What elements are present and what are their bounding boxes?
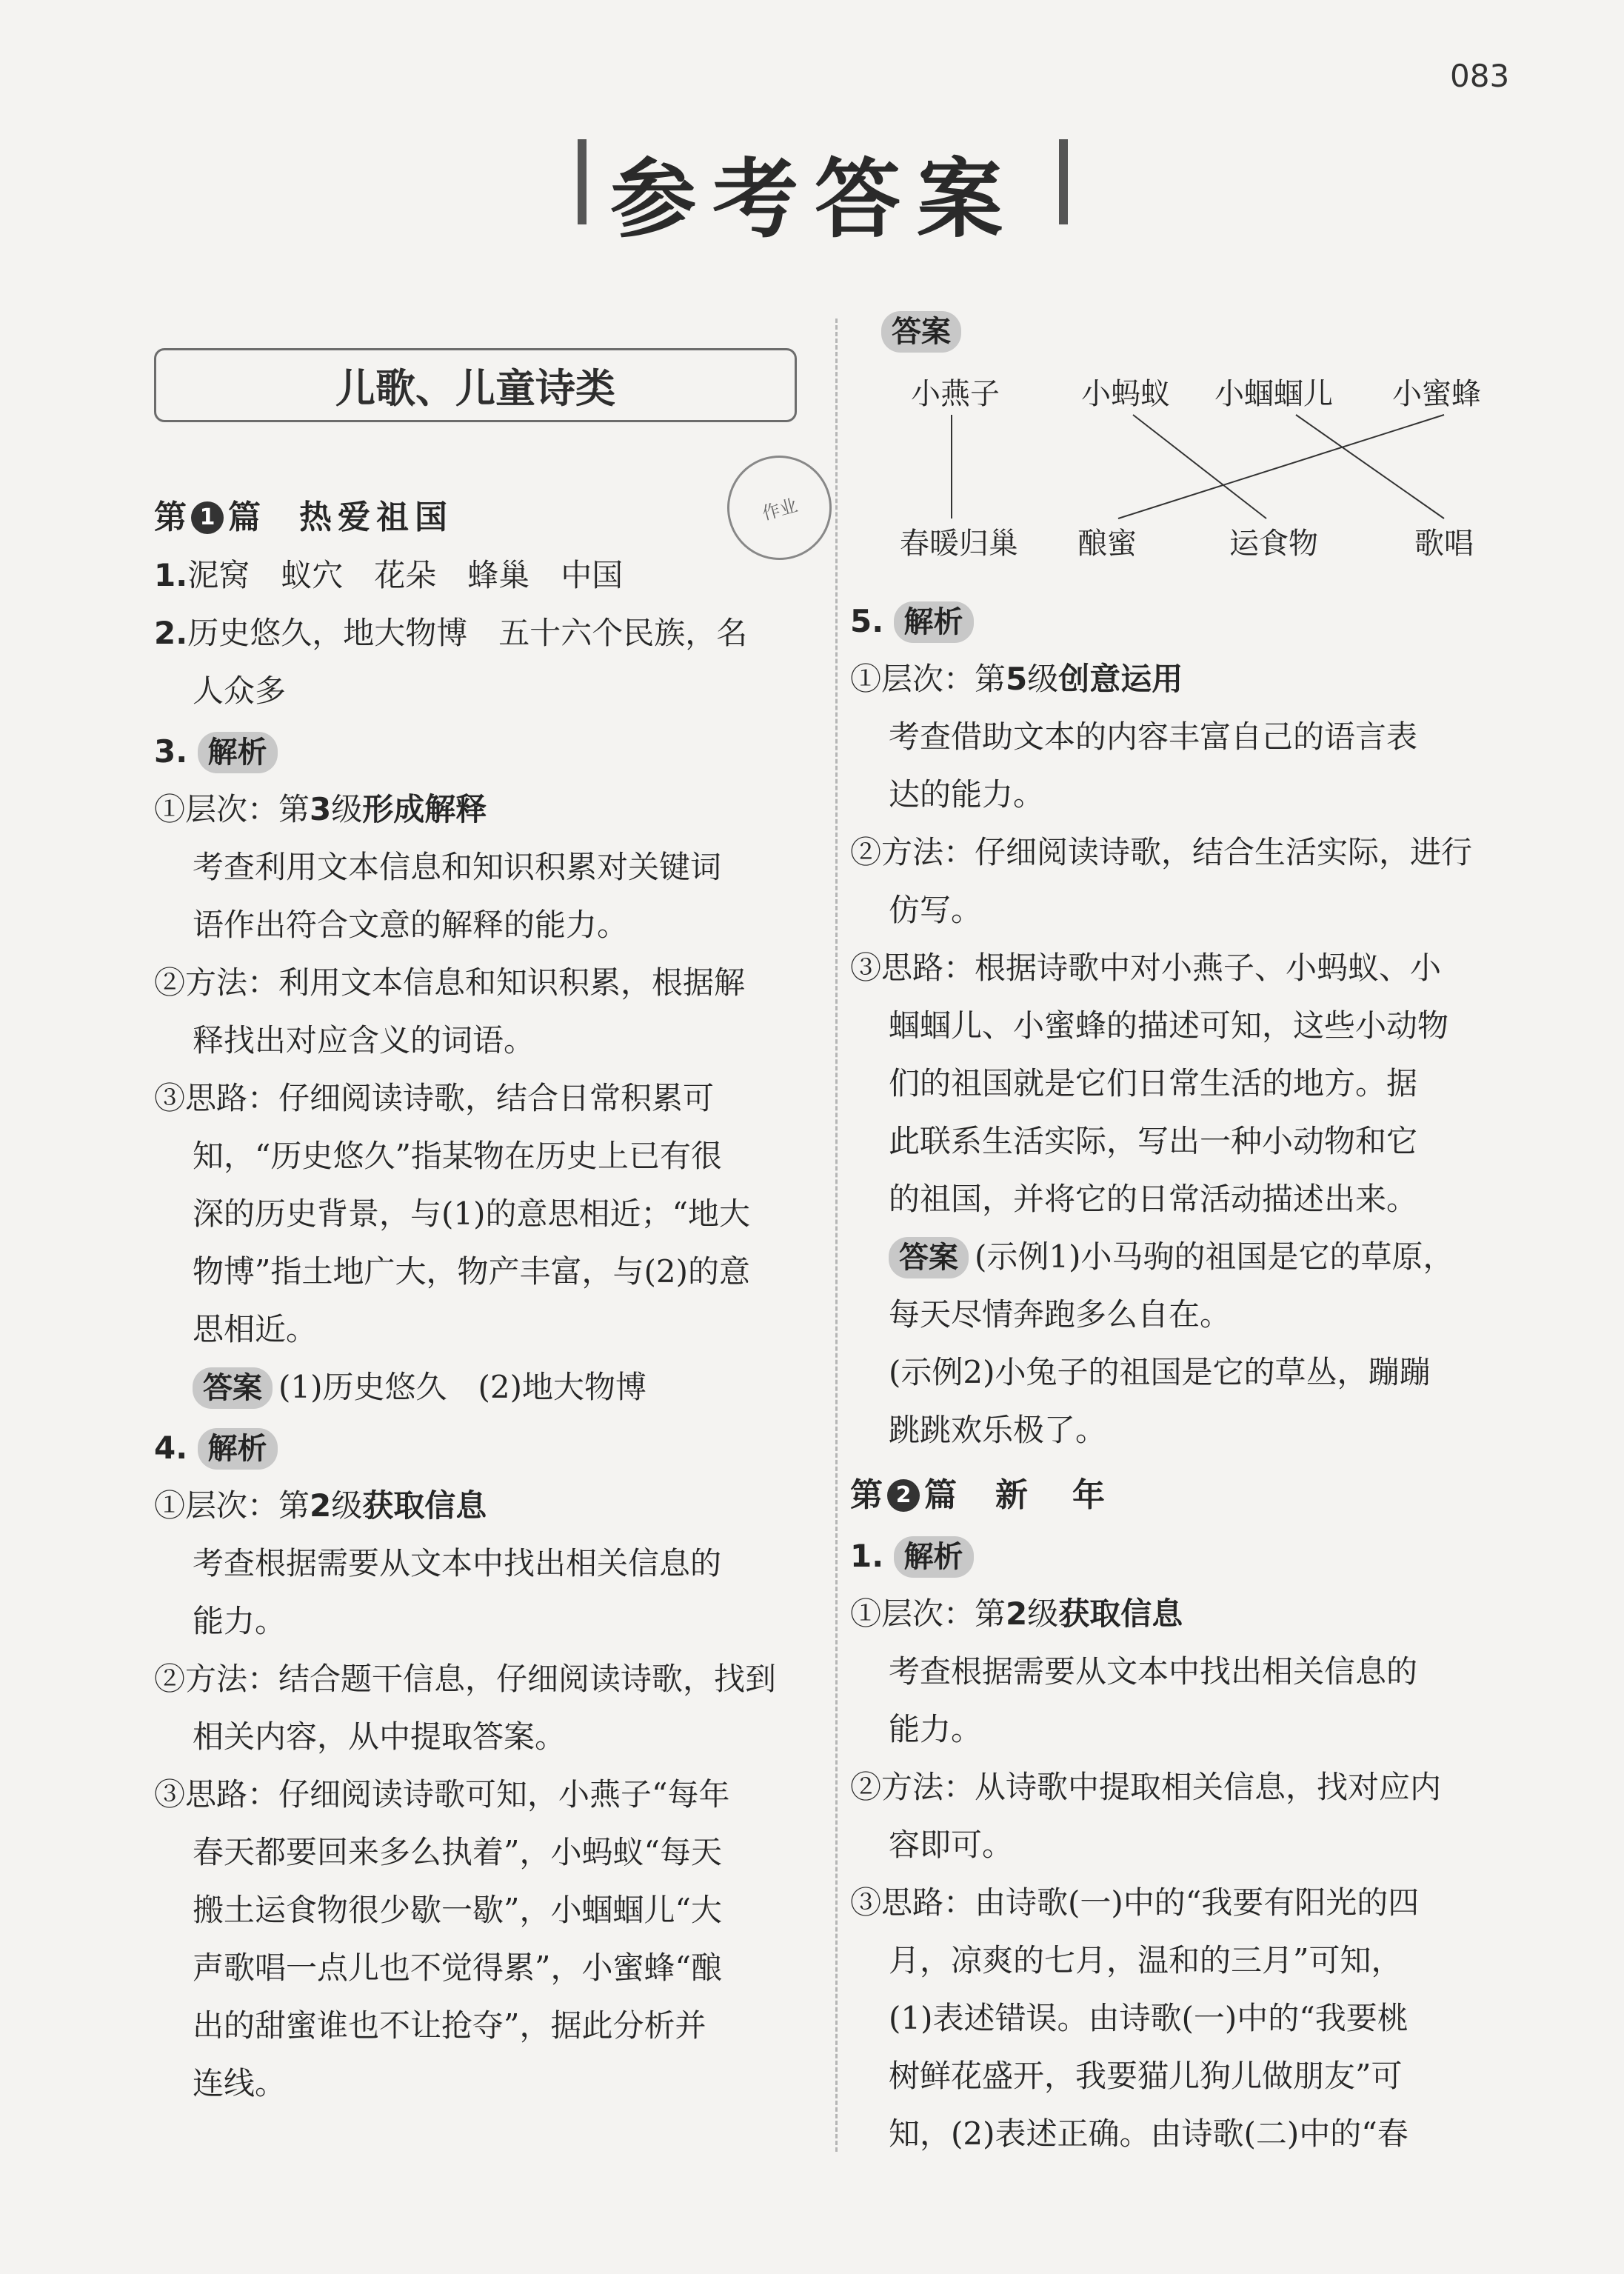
answer-line: 每天尽情奔跑多么自在。: [889, 1296, 1232, 1333]
match-line-bee: [1118, 415, 1444, 519]
match-top-2: 小蚂蚁: [1081, 377, 1170, 411]
level-suffix: 级: [1027, 661, 1059, 697]
answer-tag: 答案: [889, 1237, 969, 1278]
method-line: 相关内容，从中提取答案。: [193, 1718, 567, 1755]
question-number: 4.: [154, 1430, 188, 1466]
level-number: 5: [1006, 661, 1028, 697]
answer-text: (示例1)小马驹的祖国是它的草原，: [975, 1238, 1454, 1275]
level-number: 2: [1006, 1596, 1028, 1632]
chapter-number-badge: 2: [887, 1479, 920, 1512]
reasoning-line: ③思路：仔细阅读诗歌，结合日常积累可: [154, 1080, 715, 1116]
answer-text: 历史悠久，地大物博 五十六个民族，名: [187, 615, 748, 651]
method-line: ②方法：利用文本信息和知识积累，根据解: [154, 964, 746, 1001]
level-number: 2: [310, 1487, 332, 1524]
chapter-name: 新 年: [995, 1476, 1111, 1514]
level-name: 获取信息: [1058, 1596, 1183, 1632]
chapter-prefix: 第: [154, 499, 187, 536]
question-1: [850, 1527, 1502, 1585]
analysis-line: 考查利用文本信息和知识积累对关键词: [193, 849, 722, 885]
page-number: 083: [1450, 58, 1510, 94]
answer-text-line: 人众多: [193, 673, 287, 709]
question-4: [154, 1419, 806, 1477]
answer-line: (示例2)小兔子的祖国是它的草丛，蹦蹦: [889, 1354, 1431, 1390]
analysis-line: 考查根据需要从文本中找出相关信息的: [193, 1545, 722, 1581]
right-column: [850, 593, 1502, 2163]
analysis-tag: 解析: [198, 732, 278, 773]
analysis-line: 能力。: [193, 1603, 287, 1639]
answer-line: [850, 1228, 1502, 1286]
analysis-line: 考查根据需要从文本中找出相关信息的: [889, 1653, 1418, 1690]
analysis-tag: 解析: [894, 601, 974, 643]
match-top-4: 小蜜蜂: [1392, 377, 1481, 411]
stamp-label: 作业: [760, 495, 800, 524]
match-top-3: 小蝈蝈儿: [1214, 377, 1333, 411]
reasoning-line: 蝈蝈儿、小蜜蜂的描述可知，这些小动物: [889, 1007, 1449, 1044]
reasoning-line: ③思路：根据诗歌中对小燕子、小蚂蚁、小: [850, 950, 1442, 986]
question-1: [154, 547, 806, 604]
level-line: [154, 781, 806, 838]
method-line: ②方法：从诗歌中提取相关信息，找对应内: [850, 1769, 1442, 1805]
level-suffix: 级: [331, 1487, 363, 1524]
question-3: [154, 723, 806, 781]
match-bottom-1: 春暖归巢: [900, 527, 1018, 561]
chapter-heading: [850, 1467, 1502, 1524]
match-bottom-2: 酿蜜: [1077, 527, 1137, 561]
column-divider: [835, 319, 838, 2152]
reasoning-line: 月，凉爽的七月，温和的三月”可知，: [889, 1942, 1403, 1978]
answer-text: 泥窝 蚁穴 花朵 蜂巢 中国: [187, 557, 624, 593]
question-number: 1.: [850, 1538, 884, 1574]
level-line: [850, 1585, 1502, 1643]
chapter-heading: [154, 489, 806, 547]
level-prefix: ①层次：第: [154, 1487, 310, 1524]
method-line: 仿写。: [889, 892, 983, 928]
reasoning-line: 知，(2)表述正确。由诗歌(二)中的“春: [889, 2115, 1409, 2152]
analysis-line: 能力。: [889, 1711, 983, 1747]
method-line: 容即可。: [889, 1827, 1014, 1863]
level-prefix: ①层次：第: [850, 1596, 1006, 1632]
reasoning-line: 连线。: [193, 2065, 287, 2101]
level-prefix: ①层次：第: [850, 661, 1006, 697]
method-line: ②方法：结合题干信息，仔细阅读诗歌，找到: [154, 1661, 777, 1697]
reasoning-line: 此联系生活实际，写出一种小动物和它: [889, 1123, 1418, 1159]
reasoning-line: 树鲜花盛开，我要猫儿狗儿做朋友”可: [889, 2058, 1403, 2094]
chapter-number-badge: 1: [191, 501, 224, 534]
matching-diagram: [881, 356, 1548, 578]
left-column: [154, 481, 806, 2113]
match-line-ant: [1133, 415, 1266, 519]
level-suffix: 级: [1027, 1596, 1059, 1632]
section-heading: 儿歌、儿童诗类: [154, 348, 797, 422]
answer-text: (1)历史悠久 (2)地大物博: [278, 1369, 646, 1405]
reasoning-line: 们的祖国就是它们日常生活的地方。据: [889, 1065, 1418, 1101]
chapter-suffix: 篇: [924, 1476, 957, 1514]
reasoning-line: 知，“历史悠久”指某物在历史上已有很: [193, 1138, 722, 1174]
title-bar-left: [578, 139, 587, 224]
match-top-1: 小燕子: [911, 377, 1000, 411]
reasoning-line: 思相近。: [193, 1311, 318, 1347]
question-2: [154, 604, 806, 662]
match-bottom-4: 歌唱: [1414, 527, 1474, 561]
match-answer-label: [881, 311, 967, 353]
answer-line: 跳跳欢乐极了。: [889, 1412, 1107, 1448]
level-suffix: 级: [331, 791, 363, 827]
chapter-name: 热爱祖国: [299, 499, 453, 536]
level-line: [154, 1477, 806, 1535]
level-name: 形成解释: [362, 791, 487, 827]
answer-tag: 答案: [193, 1367, 273, 1409]
reasoning-line: 出的甜蜜谁也不让抢夺”，据此分析并: [193, 2007, 706, 2044]
level-name: 获取信息: [362, 1487, 487, 1524]
reasoning-line: 深的历史背景，与(1)的意思相近；“地大: [193, 1196, 750, 1232]
analysis-tag: 解析: [894, 1536, 974, 1578]
match-bottom-3: 运食物: [1229, 527, 1318, 561]
analysis-line: 考查借助文本的内容丰富自己的语言表: [889, 718, 1418, 755]
chapter-prefix: 第: [850, 1476, 883, 1514]
method-line: 释找出对应含义的词语。: [193, 1022, 535, 1058]
page-title: 参考答案: [610, 150, 1019, 250]
reasoning-line: 物博”指土地广大，物产丰富，与(2)的意: [193, 1253, 750, 1290]
reasoning-line: 春天都要回来多么执着”，小蚂蚁“每天: [193, 1834, 722, 1870]
reasoning-line: 搬土运食物很少歇一歇”，小蝈蝈儿“大: [193, 1892, 722, 1928]
method-line: ②方法：仔细阅读诗歌，结合生活实际，进行: [850, 834, 1473, 870]
answer-tag: 答案: [881, 311, 961, 353]
question-number: 5.: [850, 603, 884, 639]
question-number: 2.: [154, 615, 188, 651]
analysis-tag: 解析: [198, 1428, 278, 1470]
reasoning-line: ③思路：由诗歌(一)中的“我要有阳光的四: [850, 1884, 1420, 1921]
reasoning-line: 的祖国，并将它的日常活动描述出来。: [889, 1181, 1418, 1217]
reasoning-line: ③思路：仔细阅读诗歌可知，小燕子“每年: [154, 1776, 730, 1813]
level-prefix: ①层次：第: [154, 791, 310, 827]
analysis-line: 语作出符合文意的解释的能力。: [193, 907, 629, 943]
reasoning-line: (1)表述错误。由诗歌(一)中的“我要桃: [889, 2000, 1409, 2036]
reasoning-line: 声歌唱一点儿也不觉得累”，小蜜蜂“酿: [193, 1950, 722, 1986]
chapter-suffix: 篇: [228, 499, 261, 536]
level-number: 3: [310, 791, 332, 827]
answer-line: [154, 1358, 806, 1416]
level-name: 创意运用: [1058, 661, 1183, 697]
title-bar-right: [1059, 139, 1068, 224]
question-number: 1.: [154, 557, 188, 593]
level-line: [850, 650, 1502, 708]
question-5: [850, 593, 1502, 650]
question-number: 3.: [154, 733, 188, 770]
match-line-cricket: [1296, 415, 1444, 519]
analysis-line: 达的能力。: [889, 776, 1045, 813]
